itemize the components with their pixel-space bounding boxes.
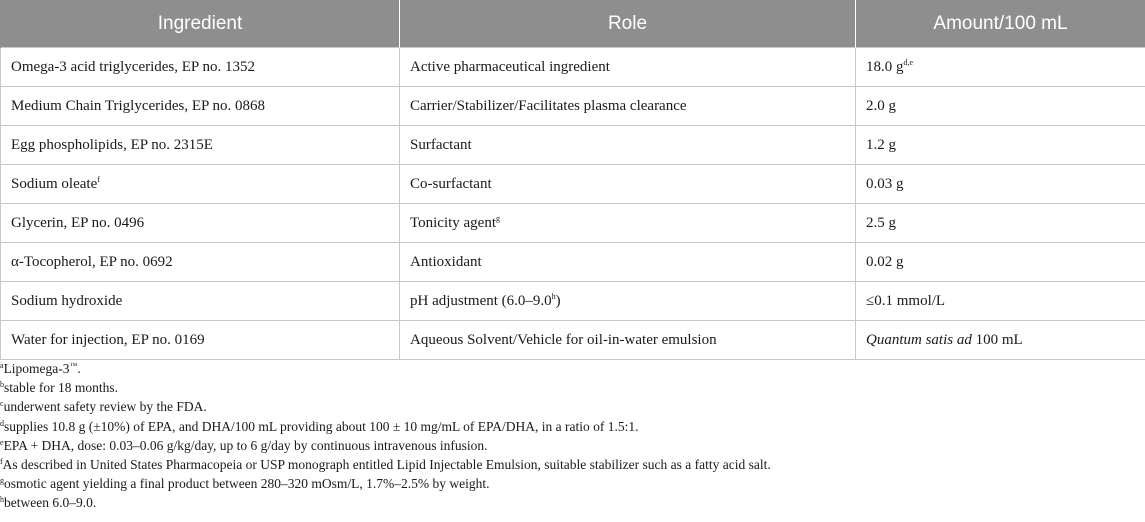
footnote-mark: e xyxy=(0,437,4,447)
ingredient-cell xyxy=(1,48,400,87)
amount-italic-text: Quantum satis ad xyxy=(866,331,972,348)
amount-cell xyxy=(856,204,1145,243)
role-text: pH adjustment (6.0–9.0 xyxy=(410,292,552,309)
footnote-ref: f xyxy=(97,174,100,184)
header-amount: Amount/100 mL xyxy=(856,0,1145,48)
role-cell xyxy=(400,243,856,282)
footnote xyxy=(0,455,1145,474)
amount-text: 2.0 g xyxy=(866,97,896,114)
table-body xyxy=(1,48,1145,360)
table-row xyxy=(1,204,1145,243)
amount-cell xyxy=(856,48,1145,87)
ingredient-cell xyxy=(1,165,400,204)
role-cell xyxy=(400,204,856,243)
footnote-text: Lipomega-3 xyxy=(3,361,70,376)
amount-text: ≤0.1 mmol/L xyxy=(866,292,946,309)
ingredient-cell xyxy=(1,87,400,126)
table-row xyxy=(1,243,1145,282)
role-text: Tonicity agent xyxy=(410,214,497,231)
role-text: Antioxidant xyxy=(410,253,482,270)
footnote-mark: a xyxy=(0,361,4,370)
header-ingredient: Ingredient xyxy=(1,0,400,48)
ingredient-text: Omega-3 acid triglycerides, EP no. 1352 xyxy=(11,58,255,75)
footnote-ref: h xyxy=(551,291,556,301)
ingredient-cell xyxy=(1,321,400,360)
ingredient-text: Sodium hydroxide xyxy=(11,292,123,309)
amount-cell xyxy=(856,126,1145,165)
role-text: Aqueous Solvent/Vehicle for oil-in-water emulsion xyxy=(410,331,717,348)
ingredient-cell xyxy=(1,204,400,243)
amount-text: 100 mL xyxy=(971,331,1023,348)
header-row xyxy=(1,0,1145,48)
amount-cell xyxy=(856,243,1145,282)
footnote-text: between 6.0–9.0. xyxy=(4,495,97,511)
trademark-mark: ™ xyxy=(69,361,78,370)
footnote-mark: f xyxy=(0,456,3,466)
footnote-mark: d xyxy=(0,418,4,428)
table-header xyxy=(1,0,1145,48)
header-role: Role xyxy=(400,0,856,48)
footnote-text: As described in United States Pharmacopeia or USP monograph entitled Lipid Injectable Emulsion, suitable stabilizer such as a fatty acid salt. xyxy=(2,456,771,472)
footnote-text: EPA + DHA, dose: 0.03–0.06 g/kg/day, up to 6 g/day by continuous intravenous infusion. xyxy=(3,437,488,453)
table-row xyxy=(1,282,1145,321)
role-text: Co-surfactant xyxy=(410,175,492,192)
footnote-text-end: . xyxy=(77,361,81,376)
ingredient-cell xyxy=(1,243,400,282)
amount-text: 0.03 g xyxy=(866,175,904,192)
footnote-mark: c xyxy=(0,399,4,409)
table-row xyxy=(1,165,1145,204)
role-cell xyxy=(400,48,856,87)
role-cell xyxy=(400,87,856,126)
role-text: Carrier/Stabilizer/Facilitates plasma clearance xyxy=(410,97,687,114)
amount-text: 0.02 g xyxy=(866,253,904,270)
footnote xyxy=(0,474,1145,493)
ingredient-text: α-Tocopherol, EP no. 0692 xyxy=(11,253,173,270)
footnote-mark: h xyxy=(0,495,4,505)
role-text: Active pharmaceutical ingredient xyxy=(410,58,610,75)
footnote xyxy=(0,378,1145,397)
table-row xyxy=(1,321,1145,360)
footnote xyxy=(0,397,1145,416)
footnote-text: osmotic agent yielding a final product between 280–320 mOsm/L, 1.7%–2.5% by weight. xyxy=(4,476,490,492)
role-text-suffix: ) xyxy=(555,292,561,309)
amount-cell xyxy=(856,87,1145,126)
role-text: Surfactant xyxy=(410,136,472,153)
footnote-mark: b xyxy=(0,380,4,390)
amount-text: 1.2 g xyxy=(866,136,896,153)
footnote-ref: g xyxy=(496,213,501,223)
footnote xyxy=(0,417,1145,436)
role-cell xyxy=(400,321,856,360)
ingredient-text: Sodium oleate xyxy=(11,175,98,192)
footnote-text: supplies 10.8 g (±10%) of EPA, and DHA/100 mL providing about 100 ± 10 mg/mL of EPA/DHA, in a ratio of 1.5:1. xyxy=(4,418,639,434)
role-cell xyxy=(400,165,856,204)
amount-cell xyxy=(856,165,1145,204)
table-row xyxy=(1,126,1145,165)
table-row xyxy=(1,87,1145,126)
amount-cell xyxy=(856,321,1145,360)
footnote-mark: g xyxy=(0,476,4,486)
ingredient-cell xyxy=(1,126,400,165)
ingredient-text: Medium Chain Triglycerides, EP no. 0868 xyxy=(11,97,266,114)
amount-text: 18.0 g xyxy=(866,58,904,75)
amount-cell xyxy=(856,282,1145,321)
footnote-text: underwent safety review by the FDA. xyxy=(3,399,207,415)
role-cell xyxy=(400,126,856,165)
footnote xyxy=(0,436,1145,455)
footnote xyxy=(0,493,1145,512)
role-cell xyxy=(400,282,856,321)
footnotes xyxy=(0,359,1145,513)
ingredient-text: Water for injection, EP no. 0169 xyxy=(11,331,205,348)
table-row xyxy=(1,48,1145,87)
footnote-text: stable for 18 months. xyxy=(4,380,118,396)
footnote-ref: d,e xyxy=(903,57,914,67)
ingredient-text: Glycerin, EP no. 0496 xyxy=(11,214,145,231)
ingredient-text: Egg phospholipids, EP no. 2315E xyxy=(11,136,213,153)
footnote xyxy=(0,359,1145,378)
ingredient-cell xyxy=(1,282,400,321)
amount-text: 2.5 g xyxy=(866,214,896,231)
